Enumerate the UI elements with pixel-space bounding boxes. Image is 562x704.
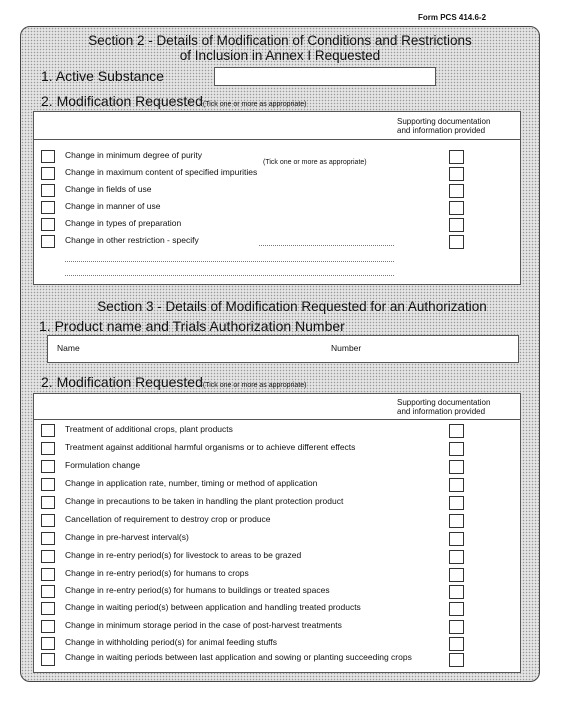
- section3-modification-label: [41, 374, 307, 390]
- section3-item-label: Treatment of additional crops, plant products: [65, 424, 233, 434]
- section2-modification-hint: (Tick one or more as appropriate): [202, 101, 307, 108]
- section2-item-checkbox[interactable]: [41, 150, 55, 163]
- section2-supporting-header: [397, 117, 490, 135]
- section3-item-label: Change in waiting period(s) between application and handling treated products: [65, 602, 361, 612]
- section3-item-checkbox[interactable]: [41, 602, 55, 615]
- section3-item-label: Treatment against additional harmful organisms or to achieve different effects: [65, 442, 356, 452]
- section2-item-label: Change in minimum degree of purity: [65, 150, 203, 160]
- section3-item-checkbox[interactable]: [41, 424, 55, 437]
- section2-item-supporting-checkbox[interactable]: [449, 150, 464, 164]
- section3-item-checkbox[interactable]: [41, 568, 55, 581]
- section3-item: [41, 620, 511, 633]
- section2-item-checkbox[interactable]: [41, 167, 55, 180]
- section2-title-line1: Section 2 - Details of Modification of Conditions and Restrictions: [88, 33, 472, 48]
- section3-item: [41, 478, 511, 491]
- section2-item-supporting-checkbox[interactable]: [449, 235, 464, 249]
- section3-item-checkbox[interactable]: [41, 653, 55, 666]
- section3-item-checkbox[interactable]: [41, 442, 55, 455]
- form-panel: [20, 26, 540, 682]
- number-label: Number: [331, 343, 362, 353]
- section3-item-label: Change in re-entry period(s) for livestock to areas to be grazed: [65, 550, 302, 560]
- section3-item: [41, 585, 511, 598]
- section3-item: [41, 532, 511, 545]
- section2-modification-label: [41, 93, 307, 109]
- section2-item-checkbox[interactable]: [41, 184, 55, 197]
- section3-item-checkbox[interactable]: [41, 496, 55, 509]
- section3-item-label: Change in application rate, number, timing or method of application: [65, 478, 318, 488]
- section2-item-supporting-checkbox[interactable]: [449, 201, 464, 215]
- section3-item-checkbox[interactable]: [41, 514, 55, 527]
- section2-supporting-line1: Supporting documentation: [397, 117, 491, 126]
- section2-item-label: Change in manner of use: [65, 201, 161, 211]
- section3-title: Section 3 - Details of Modification Requested for an Authorization: [97, 299, 487, 314]
- section3-item: [41, 637, 511, 650]
- section2-inner-hint: (Tick one or more as appropriate): [263, 159, 367, 166]
- section3-item-supporting-checkbox[interactable]: [449, 568, 464, 582]
- section3-item: [41, 496, 511, 509]
- section3-modification-hint: (Tick one or more as appropriate): [202, 382, 307, 389]
- specify-line[interactable]: [65, 275, 394, 276]
- section2-supporting-line2: and information provided: [397, 126, 486, 135]
- section2-item-supporting-checkbox[interactable]: [449, 218, 464, 232]
- section3-item: [41, 550, 511, 563]
- section2-title-line2: of Inclusion in Annex I Requested: [179, 48, 381, 63]
- section2-item: [41, 218, 511, 231]
- section3-item-label: Formulation change: [65, 460, 141, 470]
- section2-item: [41, 201, 511, 214]
- section3-item-label: Change in withholding period(s) for animal feeding stuffs: [65, 637, 277, 647]
- section3-item-supporting-checkbox[interactable]: [449, 550, 464, 564]
- section3-item-label: Change in re-entry period(s) for humans to buildings or treated spaces: [65, 585, 330, 595]
- section3-item-label: Change in pre-harvest interval(s): [65, 532, 189, 542]
- section3-item-supporting-checkbox[interactable]: [449, 442, 464, 456]
- specify-line[interactable]: [65, 261, 394, 262]
- section2-item: [41, 150, 511, 163]
- section3-item-supporting-checkbox[interactable]: [449, 478, 464, 492]
- section3-item-supporting-checkbox[interactable]: [449, 514, 464, 528]
- section3-item-supporting-checkbox[interactable]: [449, 620, 464, 634]
- section3-item-label: Change in re-entry period(s) for humans to crops: [65, 568, 249, 578]
- section3-item-label: Change in minimum storage period in the case of post-harvest treatments: [65, 620, 342, 630]
- section3-supporting-header: [397, 398, 490, 416]
- section3-supporting-line1: Supporting documentation: [397, 398, 491, 407]
- section2-item-label: Change in other restriction - specify: [65, 235, 199, 245]
- section3-item-supporting-checkbox[interactable]: [449, 460, 464, 474]
- section3-modification-text: 2. Modification Requested: [41, 374, 203, 390]
- active-substance-input[interactable]: [214, 67, 436, 86]
- section3-item-checkbox[interactable]: [41, 478, 55, 491]
- product-trials-label: 1. Product name and Trials Authorization Number: [39, 318, 345, 334]
- section3-item-checkbox[interactable]: [41, 637, 55, 650]
- specify-line[interactable]: [259, 245, 394, 246]
- section3-divider: [34, 419, 520, 420]
- section3-modification-box: [33, 393, 521, 673]
- section2-item-label: Change in types of preparation: [65, 218, 182, 228]
- section3-item: [41, 424, 511, 437]
- section3-item-supporting-checkbox[interactable]: [449, 496, 464, 510]
- section3-item: [41, 568, 511, 581]
- name-label: Name: [57, 343, 80, 353]
- section2-item: [41, 167, 511, 180]
- section3-item: [41, 653, 511, 671]
- section3-item: [41, 442, 511, 455]
- section3-item-label: Cancellation of requirement to destroy crop or produce: [65, 514, 271, 524]
- section2-item-checkbox[interactable]: [41, 201, 55, 214]
- section2-item: [41, 235, 511, 248]
- section2-modification-box: [33, 111, 521, 285]
- section2-item: [41, 184, 511, 197]
- section2-item-checkbox[interactable]: [41, 235, 55, 248]
- section3-item-checkbox[interactable]: [41, 620, 55, 633]
- section3-item-supporting-checkbox[interactable]: [449, 585, 464, 599]
- section3-item-checkbox[interactable]: [41, 460, 55, 473]
- active-substance-label: 1. Active Substance: [41, 68, 164, 84]
- section3-item: [41, 514, 511, 527]
- section2-item-checkbox[interactable]: [41, 218, 55, 231]
- section3-item: [41, 460, 511, 473]
- section3-item-label: Change in precautions to be taken in handling the plant protection product: [65, 496, 344, 506]
- section3-item-supporting-checkbox[interactable]: [449, 637, 464, 651]
- section3-item-checkbox[interactable]: [41, 532, 55, 545]
- section3-item-supporting-checkbox[interactable]: [449, 602, 464, 616]
- section2-item-label: Change in fields of use: [65, 184, 152, 194]
- section3-item-label: Change in waiting periods between last application and sowing or planting succeeding crops: [65, 652, 412, 662]
- section2-modification-text: 2. Modification Requested: [41, 93, 203, 109]
- section2-item-label: Change in maximum content of specified impurities: [65, 167, 258, 177]
- product-name-number-box[interactable]: [47, 335, 519, 363]
- section3-item: [41, 602, 511, 615]
- section3-item-supporting-checkbox[interactable]: [449, 653, 464, 667]
- section2-item-supporting-checkbox[interactable]: [449, 184, 464, 198]
- section2-divider: [34, 139, 520, 140]
- section2-item-supporting-checkbox[interactable]: [449, 167, 464, 181]
- section3-supporting-line2: and information provided: [397, 407, 486, 416]
- section3-item-checkbox[interactable]: [41, 585, 55, 598]
- section3-item-supporting-checkbox[interactable]: [449, 532, 464, 546]
- section3-item-supporting-checkbox[interactable]: [449, 424, 464, 438]
- section3-item-checkbox[interactable]: [41, 550, 55, 563]
- form-number: Form PCS 414.6-2: [418, 13, 487, 22]
